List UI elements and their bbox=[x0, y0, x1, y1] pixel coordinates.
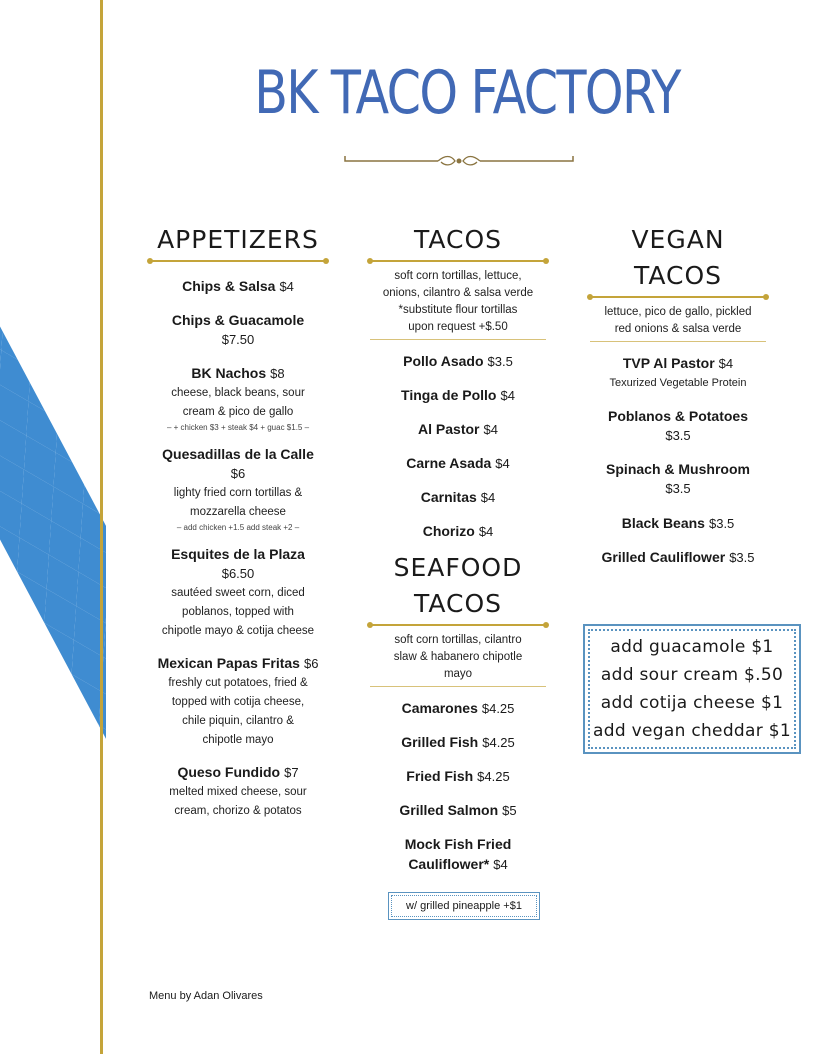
pattern-diamond bbox=[58, 172, 106, 240]
pattern-diamond bbox=[0, 682, 22, 750]
pattern-diamond bbox=[51, 274, 106, 342]
pattern-diamond bbox=[44, 836, 103, 904]
pattern-diamond bbox=[17, 785, 76, 853]
pattern-diamond bbox=[0, 18, 35, 86]
section-description: lettuce, pico de gallo, pickled bbox=[604, 306, 752, 318]
pattern-diamond bbox=[47, 802, 106, 870]
vegan-heading: VEGAN TACOS bbox=[631, 225, 725, 290]
pattern-diamond bbox=[0, 887, 8, 955]
addon-line: add sour cream $.50 bbox=[600, 665, 784, 685]
menu-item: BK Nachos $8 bbox=[191, 365, 285, 381]
menu-item: Poblanos & Potatoes bbox=[607, 408, 749, 424]
pattern-diamond bbox=[62, 1023, 106, 1054]
pattern-diamond bbox=[0, 120, 29, 188]
menu-item: TVP Al Pastor $4 bbox=[622, 355, 734, 371]
pattern-diamond bbox=[6, 955, 65, 1023]
seafood-heading: TACOS bbox=[414, 589, 502, 618]
item-extras: – add chicken +1.5 add steak +2 – bbox=[176, 523, 300, 532]
item-description: poblanos, topped with bbox=[182, 606, 294, 618]
menu-item: Fried Fish $4.25 bbox=[406, 768, 510, 784]
pattern-diamond bbox=[1, 103, 60, 171]
section-description: mayo bbox=[443, 668, 473, 680]
pattern-diamond bbox=[33, 86, 92, 154]
menu-item: Black Beans $3.5 bbox=[621, 515, 735, 531]
addons-box bbox=[583, 624, 801, 754]
menu-item: Chips & Guacamole bbox=[171, 312, 305, 328]
pattern-diamond bbox=[0, 35, 4, 103]
addon-line: add cotija cheese $1 bbox=[600, 693, 784, 713]
section-description: red onions & salsa verde bbox=[614, 323, 742, 335]
pattern-diamond bbox=[0, 222, 22, 290]
pattern-diamond bbox=[24, 223, 83, 291]
pattern-diamond bbox=[0, 921, 6, 989]
pattern-diamond bbox=[15, 819, 74, 887]
item-description: chipotle mayo bbox=[202, 734, 274, 746]
item-extras: – + chicken $3 + steak $4 + guac $1.5 – bbox=[166, 423, 310, 432]
pattern-diamond bbox=[1, 1023, 60, 1054]
pattern-diamond bbox=[60, 138, 106, 206]
menu-item: Carnitas $4 bbox=[420, 489, 496, 505]
menu-item-price: $7.50 bbox=[221, 332, 255, 347]
pattern-diamond bbox=[92, 1041, 106, 1054]
pineapple-addon-label: w/ grilled pineapple +$1 bbox=[391, 895, 537, 917]
section-description: soft corn tortillas, lettuce, bbox=[394, 270, 522, 282]
pattern-diamond bbox=[8, 1, 67, 69]
page-title: BK TACO FACTORY bbox=[254, 58, 680, 128]
menu-item: Grilled Fish $4.25 bbox=[401, 734, 515, 750]
pattern-diamond bbox=[0, 733, 49, 801]
pattern-diamond bbox=[33, 1006, 92, 1054]
pattern-diamond bbox=[0, 870, 40, 938]
pattern-diamond bbox=[54, 240, 106, 308]
item-description: topped with cotija cheese, bbox=[171, 696, 305, 708]
pattern-diamond bbox=[31, 1040, 90, 1054]
pattern-diamond bbox=[24, 683, 83, 751]
menu-item: Chorizo $4 bbox=[422, 523, 494, 539]
gold-border-line bbox=[100, 0, 103, 1054]
pattern-diamond bbox=[0, 938, 35, 1006]
pattern-diamond bbox=[90, 155, 106, 223]
menu-item-price: $6.50 bbox=[221, 566, 255, 581]
pattern-diamond bbox=[3, 989, 62, 1054]
item-description: melted mixed cheese, sour bbox=[169, 786, 307, 798]
addon-line: add guacamole $1 bbox=[610, 637, 774, 657]
menu-item-price: $3.5 bbox=[665, 481, 691, 496]
menu-item: Mexican Papas Fritas $6 bbox=[157, 655, 319, 671]
section-description: upon request +$.50 bbox=[408, 321, 508, 333]
menu-item: Carne Asada $4 bbox=[406, 455, 510, 471]
tacos-heading: TACOS bbox=[414, 225, 502, 254]
pattern-diamond bbox=[22, 257, 81, 325]
pattern-diamond bbox=[0, 0, 40, 18]
pattern-diamond bbox=[0, 69, 1, 137]
pattern-diamond bbox=[0, 240, 51, 308]
pattern-diamond bbox=[0, 699, 51, 767]
tacos-section bbox=[368, 222, 548, 542]
section-description: soft corn tortillas, cilantro bbox=[394, 634, 522, 646]
bavarian-diamond-pattern bbox=[0, 0, 106, 1054]
menu-item: Grilled Cauliflower $3.5 bbox=[601, 549, 755, 565]
section-description: onions, cilantro & salsa verde bbox=[382, 287, 534, 299]
pattern-diamond bbox=[0, 52, 33, 120]
section-rule bbox=[370, 260, 546, 262]
pineapple-addon-box bbox=[388, 892, 540, 920]
section-description: *substitute flour tortillas bbox=[398, 304, 518, 316]
vegan-section bbox=[588, 222, 768, 568]
pattern-diamond bbox=[19, 291, 78, 359]
pattern-diamond bbox=[0, 819, 13, 887]
pattern-diamond bbox=[6, 35, 65, 103]
pattern-diamond bbox=[0, 972, 33, 1040]
pattern-diamond bbox=[35, 972, 94, 1040]
appetizers-section bbox=[148, 222, 328, 821]
pattern-diamond bbox=[88, 189, 106, 257]
flourish-divider-icon bbox=[343, 152, 575, 170]
pattern-diamond bbox=[49, 768, 106, 836]
pattern-diamond bbox=[0, 836, 42, 904]
pattern-diamond bbox=[47, 342, 106, 410]
item-description: Texurized Vegetable Protein bbox=[609, 377, 747, 389]
footer-credit: Menu by Adan Olivares bbox=[149, 990, 263, 1002]
pattern-diamond bbox=[0, 256, 19, 324]
section-rule bbox=[590, 296, 766, 298]
menu-item: Mock Fish Fried bbox=[404, 836, 512, 852]
pattern-diamond bbox=[0, 750, 17, 818]
seafood-heading: SEAFOOD bbox=[393, 553, 523, 582]
appetizers-heading: APPETIZERS bbox=[157, 225, 319, 254]
pattern-diamond bbox=[0, 0, 8, 35]
pattern-diamond bbox=[56, 206, 106, 274]
pattern-diamond bbox=[0, 86, 31, 154]
pattern-diamond bbox=[51, 734, 106, 802]
menu-item: Chips & Salsa $4 bbox=[182, 278, 294, 294]
pattern-diamond bbox=[35, 52, 94, 120]
pattern-diamond bbox=[29, 155, 88, 223]
pattern-diamond bbox=[0, 188, 24, 256]
seafood-section bbox=[368, 550, 548, 875]
pattern-diamond bbox=[0, 614, 26, 682]
menu-item: Al Pastor $4 bbox=[418, 421, 498, 437]
menu-item: Tinga de Pollo $4 bbox=[401, 387, 515, 403]
item-description: cream, chorizo & potatos bbox=[174, 805, 302, 817]
menu-item: Camarones $4.25 bbox=[401, 700, 515, 716]
pattern-diamond bbox=[26, 189, 85, 257]
section-rule bbox=[150, 260, 326, 262]
pattern-diamond bbox=[0, 1, 6, 69]
menu-item: Pollo Asado $3.5 bbox=[403, 353, 513, 369]
item-description: sautéed sweet corn, diced bbox=[171, 587, 305, 599]
menu-item: Spinach & Mushroom bbox=[606, 461, 750, 477]
pattern-diamond bbox=[22, 717, 81, 785]
pattern-diamond bbox=[0, 802, 44, 870]
pattern-diamond bbox=[13, 853, 72, 921]
pattern-diamond bbox=[10, 887, 69, 955]
pattern-diamond bbox=[0, 0, 10, 1]
pattern-diamond bbox=[0, 853, 10, 921]
menu-item: Esquites de la Plaza bbox=[171, 546, 305, 562]
pattern-diamond bbox=[0, 904, 37, 972]
pattern-diamond bbox=[0, 665, 53, 733]
menu-item: Quesadillas de la Calle bbox=[162, 446, 314, 462]
pattern-diamond bbox=[31, 120, 90, 188]
pattern-diamond bbox=[42, 870, 101, 938]
pattern-diamond bbox=[63, 104, 106, 172]
pattern-diamond bbox=[0, 648, 24, 716]
pattern-diamond bbox=[0, 137, 58, 205]
pattern-diamond bbox=[40, 904, 99, 972]
pattern-diamond bbox=[8, 921, 67, 989]
section-description: slaw & habanero chipotle bbox=[393, 651, 523, 663]
menu-item: Grilled Salmon $5 bbox=[399, 802, 517, 818]
pattern-diamond bbox=[19, 751, 78, 819]
item-description: freshly cut potatoes, fried & bbox=[168, 677, 308, 689]
pattern-diamond bbox=[103, 410, 106, 478]
menu-item-price: $3.5 bbox=[665, 428, 691, 443]
item-description: chile piquin, cilantro & bbox=[182, 715, 294, 727]
pattern-diamond bbox=[0, 274, 49, 342]
pattern-diamond bbox=[0, 784, 15, 852]
pattern-diamond bbox=[4, 69, 63, 137]
menu-item-price: $6 bbox=[230, 466, 246, 481]
item-description: lighty fried corn tortillas & bbox=[173, 487, 303, 499]
pattern-diamond bbox=[37, 938, 96, 1006]
pattern-diamond bbox=[103, 870, 106, 938]
addon-line: add vegan cheddar $1 bbox=[593, 721, 791, 741]
item-description: chipotle mayo & cotija cheese bbox=[161, 625, 315, 637]
item-description: cheese, black beans, sour bbox=[171, 387, 305, 399]
menu-item: Cauliflower* $4 bbox=[408, 856, 508, 872]
pattern-diamond bbox=[0, 205, 54, 273]
pattern-diamond bbox=[0, 0, 38, 52]
pattern-diamond bbox=[0, 154, 26, 222]
pattern-diamond bbox=[49, 308, 106, 376]
menu-item: Queso Fundido $7 bbox=[177, 764, 299, 780]
pattern-diamond bbox=[65, 989, 106, 1054]
item-description: cream & pico de gallo bbox=[182, 406, 294, 418]
pattern-diamond bbox=[0, 768, 47, 836]
section-rule bbox=[370, 624, 546, 626]
pattern-diamond bbox=[0, 716, 19, 784]
pattern-diamond bbox=[0, 580, 28, 648]
pattern-diamond bbox=[0, 631, 56, 699]
item-description: mozzarella cheese bbox=[190, 506, 286, 518]
pattern-diamond bbox=[0, 171, 56, 239]
